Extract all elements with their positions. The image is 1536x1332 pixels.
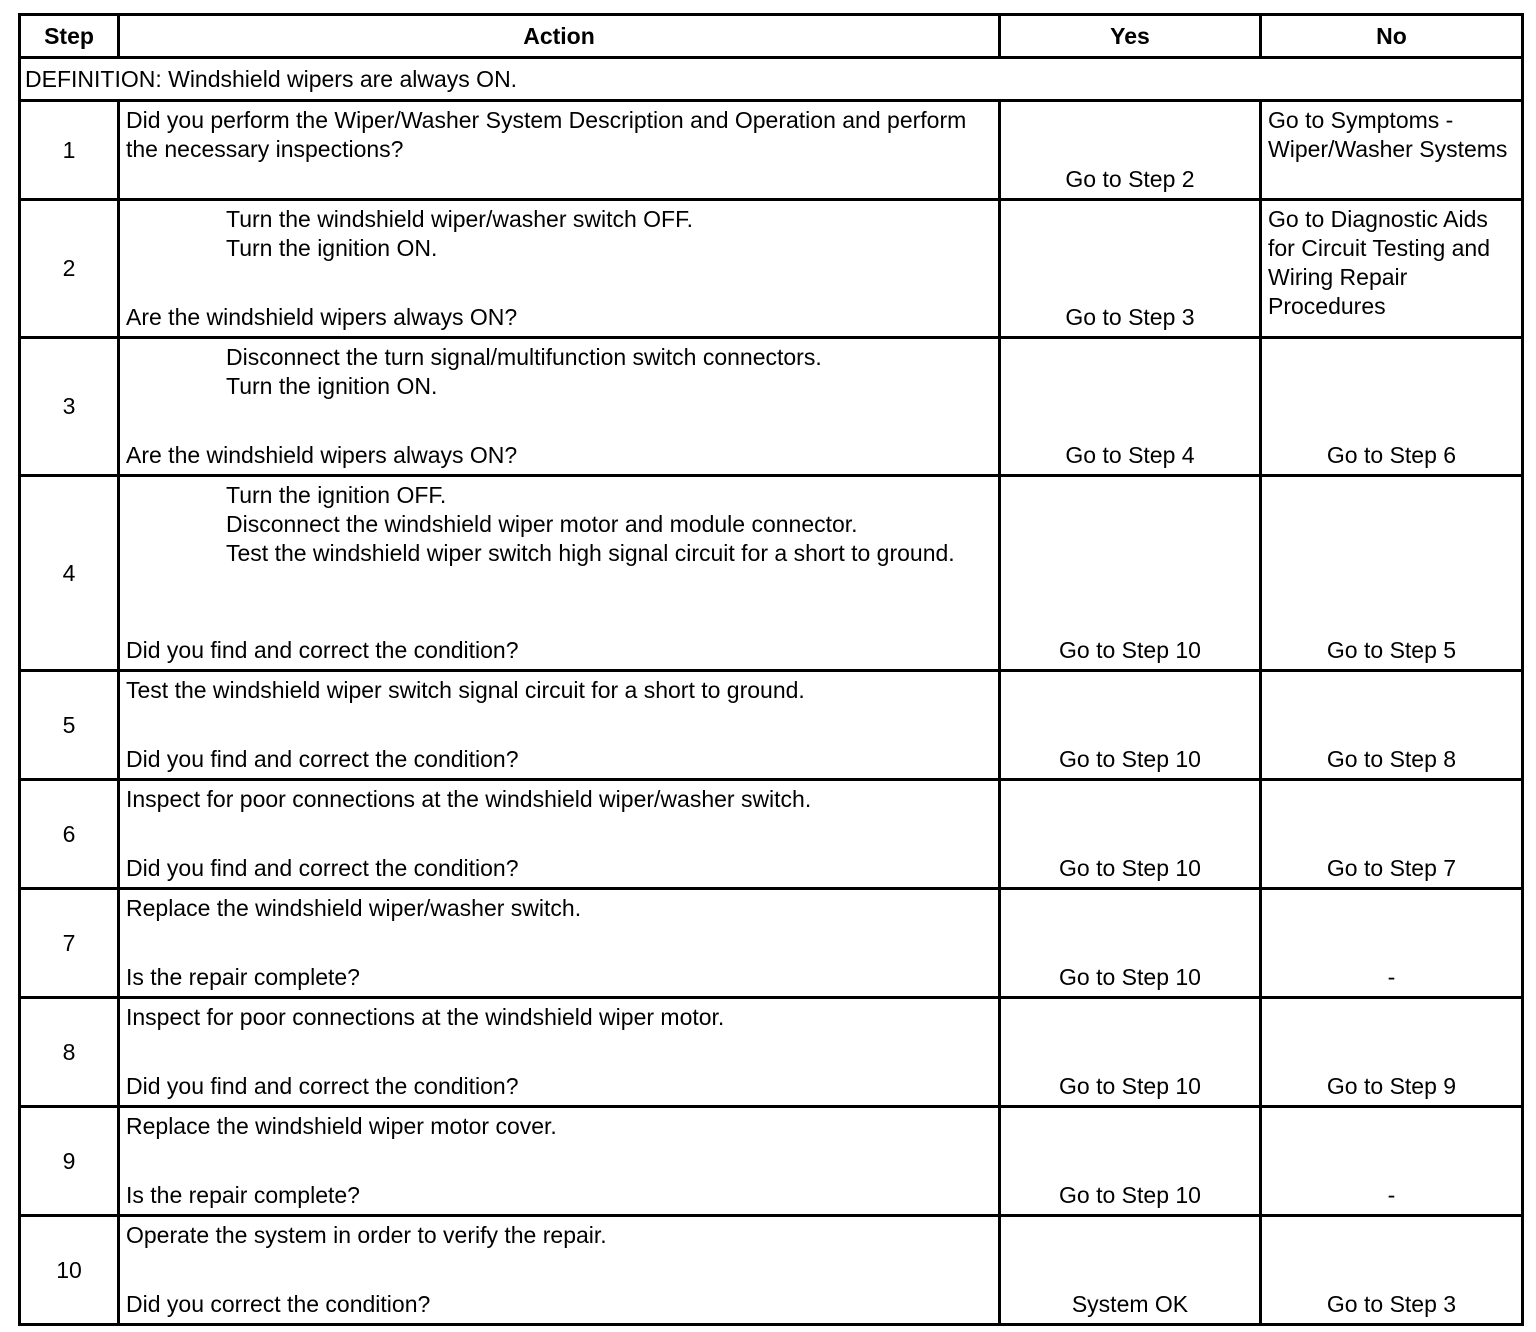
action-question: Is the repair complete? <box>126 964 360 990</box>
step-number: 3 <box>20 338 119 476</box>
action-line: Test the windshield wiper switch signal circuit for a short to ground. <box>126 677 805 703</box>
table-row <box>20 476 1523 671</box>
action-cell <box>119 1216 1000 1325</box>
table-row <box>20 338 1523 476</box>
no-result: Go to Symptoms - Wiper/Washer Systems <box>1261 101 1523 200</box>
action-question: Did you correct the condition? <box>126 1291 431 1317</box>
table-row <box>20 671 1523 780</box>
yes-result: System OK <box>1000 1216 1261 1325</box>
action-cell <box>119 338 1000 476</box>
step-number: 1 <box>20 101 119 200</box>
action-line: Disconnect the turn signal/multifunction switch connectors. <box>226 344 822 370</box>
action-cell <box>119 780 1000 889</box>
action-cell <box>119 998 1000 1107</box>
table-row <box>20 998 1523 1107</box>
action-line: Did you perform the Wiper/Washer System Description and Operation and perform the necessary inspections? <box>126 107 967 162</box>
table-row <box>20 101 1523 200</box>
action-cell <box>119 671 1000 780</box>
no-result: Go to Step 6 <box>1261 338 1523 476</box>
action-line: Turn the windshield wiper/washer switch OFF. <box>226 206 693 232</box>
yes-result: Go to Step 4 <box>1000 338 1261 476</box>
yes-result: Go to Step 10 <box>1000 889 1261 998</box>
no-result: Go to Step 3 <box>1261 1216 1523 1325</box>
action-line: Replace the windshield wiper/washer switch. <box>126 895 582 921</box>
no-result: Go to Step 7 <box>1261 780 1523 889</box>
header-yes: Yes <box>1000 15 1261 58</box>
action-line: Turn the ignition OFF. <box>226 482 447 508</box>
step-number: 8 <box>20 998 119 1107</box>
yes-result: Go to Step 3 <box>1000 200 1261 338</box>
action-line: Turn the ignition ON. <box>226 235 438 261</box>
step-number: 6 <box>20 780 119 889</box>
action-cell <box>119 476 1000 671</box>
table-row <box>20 1107 1523 1216</box>
action-line: Turn the ignition ON. <box>226 373 438 399</box>
step-number: 5 <box>20 671 119 780</box>
no-result: Go to Diagnostic Aids for Circuit Testing and Wiring Repair Procedures <box>1261 200 1523 338</box>
yes-result: Go to Step 10 <box>1000 671 1261 780</box>
header-action: Action <box>119 15 1000 58</box>
action-question: Did you find and correct the condition? <box>126 637 519 663</box>
action-question: Did you find and correct the condition? <box>126 746 519 772</box>
table-row <box>20 1216 1523 1325</box>
table-row <box>20 889 1523 998</box>
action-question: Are the windshield wipers always ON? <box>126 442 518 468</box>
action-question: Did you find and correct the condition? <box>126 855 519 881</box>
no-result: Go to Step 5 <box>1261 476 1523 671</box>
action-line: Operate the system in order to verify the repair. <box>126 1222 607 1248</box>
yes-result: Go to Step 10 <box>1000 780 1261 889</box>
no-result: Go to Step 9 <box>1261 998 1523 1107</box>
step-number: 9 <box>20 1107 119 1216</box>
header-no: No <box>1261 15 1523 58</box>
step-number: 7 <box>20 889 119 998</box>
no-result: Go to Step 8 <box>1261 671 1523 780</box>
yes-result: Go to Step 2 <box>1000 101 1261 200</box>
action-question: Are the windshield wipers always ON? <box>126 304 518 330</box>
action-line: Replace the windshield wiper motor cover. <box>126 1113 557 1139</box>
yes-result: Go to Step 10 <box>1000 476 1261 671</box>
table-row <box>20 780 1523 889</box>
action-line: Test the windshield wiper switch high signal circuit for a short to ground. <box>226 540 955 566</box>
action-line: Disconnect the windshield wiper motor and module connector. <box>226 511 858 537</box>
no-result: - <box>1261 889 1523 998</box>
action-question: Is the repair complete? <box>126 1182 360 1208</box>
action-cell <box>119 200 1000 338</box>
definition-text: DEFINITION: Windshield wipers are always ON. <box>20 58 1523 101</box>
header-step: Step <box>20 15 119 58</box>
step-number: 10 <box>20 1216 119 1325</box>
diagnostic-table <box>18 13 1524 1326</box>
action-question: Did you find and correct the condition? <box>126 1073 519 1099</box>
step-number: 4 <box>20 476 119 671</box>
action-cell <box>119 889 1000 998</box>
action-line: Inspect for poor connections at the windshield wiper/washer switch. <box>126 786 812 812</box>
yes-result: Go to Step 10 <box>1000 1107 1261 1216</box>
action-cell <box>119 1107 1000 1216</box>
action-cell <box>119 101 1000 200</box>
table-row <box>20 200 1523 338</box>
action-line: Inspect for poor connections at the windshield wiper motor. <box>126 1004 725 1030</box>
header-row <box>20 15 1523 58</box>
no-result: - <box>1261 1107 1523 1216</box>
yes-result: Go to Step 10 <box>1000 998 1261 1107</box>
definition-row <box>20 58 1523 101</box>
step-number: 2 <box>20 200 119 338</box>
